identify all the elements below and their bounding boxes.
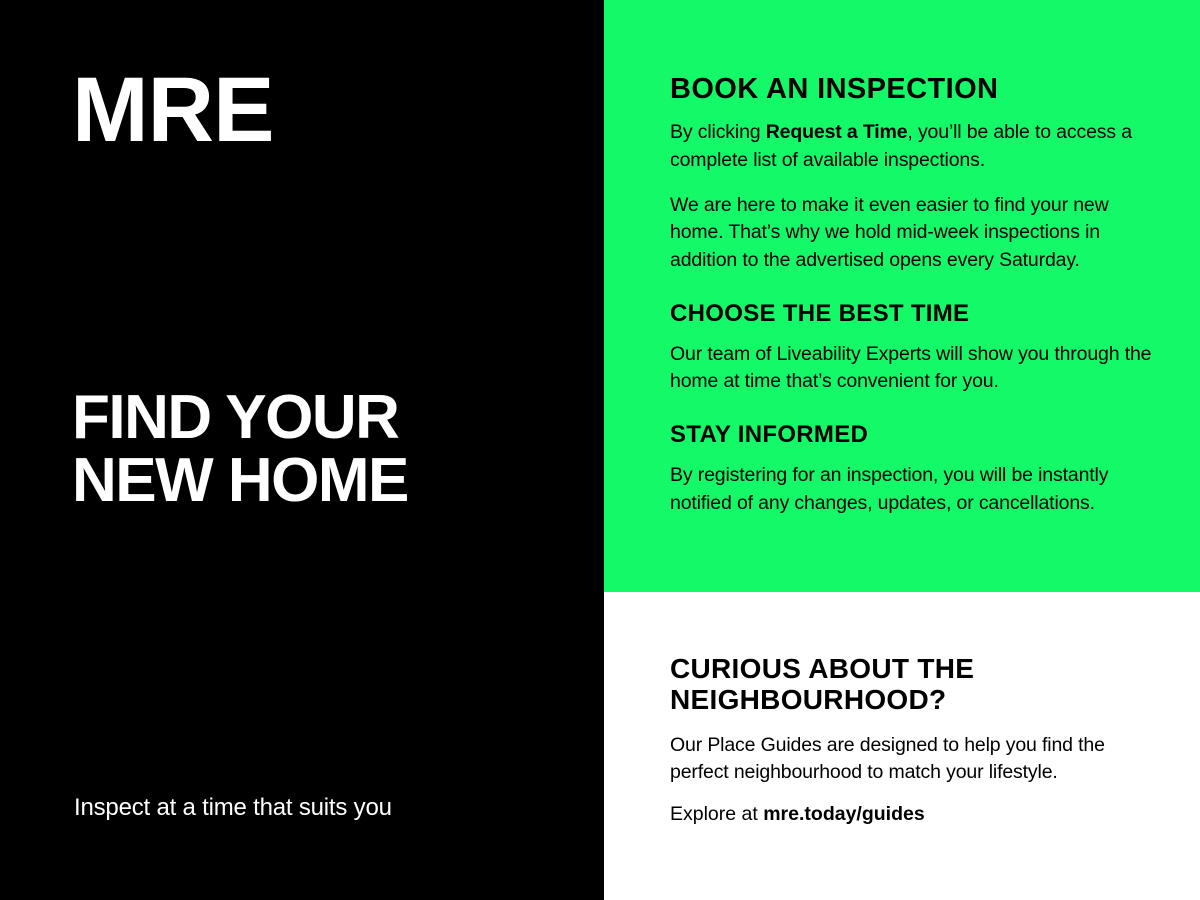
paragraph-place-guides: Our Place Guides are designed to help you find the perfect neighbourhood to match your lifestyle. [670,733,1105,784]
section-title-neighbourhood [670,654,1156,716]
section-title-stay-informed: STAY INFORMED [670,421,869,449]
page-title [72,383,408,516]
paragraph-stay-informed: By registering for an inspection, you will be instantly notified of any changes, updates, or cancellations. [670,463,1109,514]
green-info-panel [604,0,1200,592]
section-title-choose-the-best-time: CHOOSE THE BEST TIME [670,299,970,327]
white-info-panel [604,592,1200,900]
paragraph-liveability-experts: Our team of Liveability Experts will show you through the home at time that’s convenient for you. [670,342,1152,393]
neighbourhood-title-line-2: NEIGHBOURHOOD? [670,683,947,715]
paragraph-text-post: , you’ll be able to access a complete list of available inspections. [670,121,1132,171]
explore-line [670,801,1156,828]
headline-line-1: FIND YOUR [72,383,399,452]
paragraph-midweek-inspections: We are here to make it even easier to find your new home. That’s why we hold mid-week inspections in addition to the advertised opens every Saturday. [670,193,1109,272]
section-book-an-inspection [670,74,1156,275]
section-title-book-an-inspection: BOOK AN INSPECTION [670,73,999,105]
headline-line-2: NEW HOME [72,446,408,516]
paragraph-text-bold: Request a Time [765,121,908,144]
paragraph-request-a-time [670,119,1156,174]
tagline: Inspect at a time that suits you [74,794,392,821]
explore-prefix: Explore at [670,802,764,825]
right-column [604,0,1200,900]
brand-logo: MRE [72,59,274,161]
paragraph-text-pre: By clicking [670,121,766,144]
section-stay-informed [670,422,1156,517]
neighbourhood-title-line-1: CURIOUS ABOUT THE [670,653,975,684]
explore-link[interactable]: mre.today/guides [763,802,925,825]
section-choose-the-best-time [670,301,1156,396]
